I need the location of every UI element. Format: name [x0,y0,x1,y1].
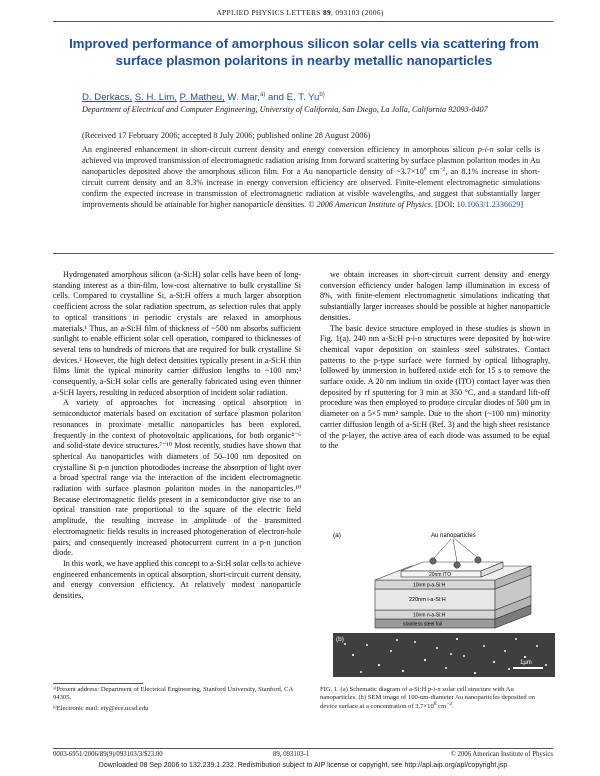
caption-text: solar cell structure with Au nanoparticles. (b) SEM image of 100-nm-diameter Au nanoparticles deposited on device surface at a concentration of 3.7×10 [320,686,535,710]
journal-header [0,8,600,17]
substrate-label: stainless steel foil [403,621,443,628]
nanoparticle-icon [475,557,481,563]
figure-label-b: (b) [336,636,344,643]
author-list [82,92,325,103]
body-paragraph: The basic device structure employed in these studies is shown in Fig. 1(a). 240 nm a-Si:H p-i-n structures were deposited by hot-wire chemical vapor deposition on stainless steel substrates. Contact patterns to the p-type surface were formed by optical lithography, followed by immersion in buffered oxide etch for 15 s to remove the surface oxide. A 20 nm indium tin oxide (ITO) contact layer was then deposited by rf sputtering for 3 min at 350 °C, and a standard lift-off procedure was then employed to produce circular diodes of 500 μm in diameter on a 5×5 mm² sample. Due to the short (~100 nm) minority carrier diffusion length of a-Si:H (Ref. 3) and the high sheet resistance of the p-layer, the active area of each diode was assumed to be equal to the [320,323,550,451]
author-link[interactable]: S. H. Lim, [134,92,177,103]
body-paragraph: Hydrogenated amorphous silicon (a-Si:H) solar cells have been of long-standing interest as a thin-film, low-cost alternative to bulk crystalline Si cells. Compared to crystalline Si, a-Si:H offers a much larger absorption coefficient across the solar radiation spectrum, as selection rules that apply to optical transitions in periodic crystals are relaxed in amorphous materials.¹ Thus, an a-Si:H film of thickness of ~500 nm absorbs sufficient sunlight to enable efficient solar cell operation, compared to thicknesses of several tens to hundreds of microns that are required for bulk crystalline Si devices.² However, the high defect densities typically present in a-Si:H thin films limit the typical minority carrier diffusion lengths to ~100 nm;³ consequently, a-Si:H solar cells are generally fabricated using even thinner a-Si:H layers, resulting in reduced absorption of incident solar radiation. [53,270,301,397]
footnote-rule [53,683,143,684]
abstract-text: p-i-n [477,145,494,154]
abstract-text: . [DOI: [430,200,457,209]
author-name: W. Mar, [227,92,260,103]
copyright-text: 2006 American Institute of Physics [316,200,431,209]
abstract-text: An engineered enhancement in short-circuit current density and energy conversion efficiency in amorphous silicon [82,145,478,154]
figure-caption [320,686,552,711]
layer-stack [375,539,531,628]
author-link[interactable]: D. Derkacs, [82,92,133,103]
journal-volume: 89 [322,8,332,17]
footer-copyright: © 2006 American Institute of Physics [450,751,553,758]
journal-name: APPLIED PHYSICS LETTERS [216,8,321,17]
author-name: and E. T. Yu [267,92,320,103]
n-layer-label: 10nm n-a-Si:H [413,612,446,619]
footer-issn: 0003-6951/2006/89(9)/093103/3/$23.00 [53,751,163,758]
figure-1 [333,527,555,677]
nanoparticle-icon [430,558,436,564]
figure-1-graphic [333,527,555,677]
abstract-text: cm [426,167,440,176]
body-paragraph: In this work, we have applied this concept to a-Si:H solar cells to achieve engineered enhancements in optical absorption, short-circuit current density, and energy conversion efficiency. At relatively modest nanoparticle densities, [53,558,301,601]
abstract-exponent: −2 [439,166,446,173]
footer-page-number: 89, 093103-1 [273,751,310,758]
download-notice: Downloaded 08 Sep 2006 to 132.239.1.232. Redistribution subject to AIP license or copyright, see http://apl.aip.org/apl/copyright.jsp [98,762,508,769]
i-layer-label: 220nm i-a-Si:H [409,597,446,603]
scale-bar [513,667,543,669]
abstract-rule [53,253,553,254]
scale-label: 1μm [520,660,532,666]
publication-dates: (Received 17 February 2006; accepted 8 July 2006; published online 28 August 2006) [82,131,371,140]
body-paragraph: we obtain increases in short-circuit current density and energy conversion efficiency under halogen lamp illumination in excess of 8%, with finite-element electromagnetic simulations indicating that substantially larger increases should be possible at higher nanoparticle densities. [320,270,550,322]
doi-link[interactable]: 10.1063/1.2336629 [456,200,521,209]
abstract [82,144,540,210]
footnotes [53,686,301,715]
paper-title: Improved performance of amorphous silicon solar cells via scattering from surface plasmon polaritons in nearby metallic nanoparticles [69,36,539,68]
nanoparticle-icon [454,562,460,568]
footnote-b: ᵇ⁾Electronic mail: ety@ece.ucsd.edu [53,704,149,712]
author-footnote-mark: a) [259,91,266,98]
body-column-left [53,270,301,602]
caption-text: cm [436,702,447,710]
caption-exponent: 8 [433,700,437,707]
affiliation: Department of Electrical and Computer Engineering, University of California, San Diego, La Jolla, California 92093-0407 [82,105,488,114]
p-layer-label: 10nm p-a-Si:H [413,582,446,589]
header-rule [53,21,553,22]
nanoparticles-label: Au nanoparticles [431,533,476,539]
abstract-text: solar cells is achieved via improved transmission of electromagnetic radiation arising from forward scattering by surface plasmon polariton modes in Au nanoparticles deposited above the amorphous silicon film. For a Au nanoparticle density of ~3.7×10 [82,145,540,176]
footer-rule [53,748,553,749]
caption-text: p-i-n [427,686,441,693]
caption-text: FIG. 1. (a) Schematic diagram of a-Si:H [320,686,428,693]
abstract-exponent: 8 [423,166,427,173]
caption-text: . [452,702,454,710]
body-column-right [320,270,550,452]
sem-image [333,633,555,677]
abstract-text: , an 8.1% increase in short-circuit current density and an 8.3% increase in energy conversion efficiency are observed. Finite-element electromagnetic simulations confirm the expected increase in transmission of electromagnetic radiation at visible wavelengths, and suggest that substantially larger improvements should be attainable for higher nanoparticle densities. © [82,167,540,209]
author-footnote-mark: b) [319,91,325,98]
body-paragraph: A variety of approaches for increasing optical absorption in semiconductor materials based on excitation of surface plasmon polariton resonances in proximate metallic nanoparticles has been explored, frequently in the context of photovoltaic applications, for both organic⁴⁻⁶ and solid-state device structures.⁷⁻¹⁰ Most recently, studies have shown that spherical Au nanoparticles with diameters of 50–100 nm deposited on crystalline Si p-n junction photodiodes increase the absorption of light over a broad spectral range via the interaction of the incident electromagnetic radiation with surface plasmon polariton modes in the nanoparticles.¹⁰ Because electromagnetic fields present in a semiconductor give rise to an optical transition rate proportional to the square of the electric field amplitude, the resulting increase in amplitude of the transmitted electromagnetic fields results in increased photogeneration of electron-hole pairs, and consequently increased photocurrent current in a p-n junction diode. [53,398,301,558]
footnote-a: ᵃ⁾Present address: Department of Electrical Engineering, Stanford University, Stanford, CA 94305. [53,686,293,702]
abstract-text: ] [520,200,524,209]
author-link[interactable]: P. Matheu, [179,92,225,103]
ito-label: 20nm ITO [429,572,452,578]
journal-citation: , 093103 (2006) [331,8,384,17]
caption-exponent: −2 [446,700,453,707]
figure-label-a: (a) [333,532,341,539]
